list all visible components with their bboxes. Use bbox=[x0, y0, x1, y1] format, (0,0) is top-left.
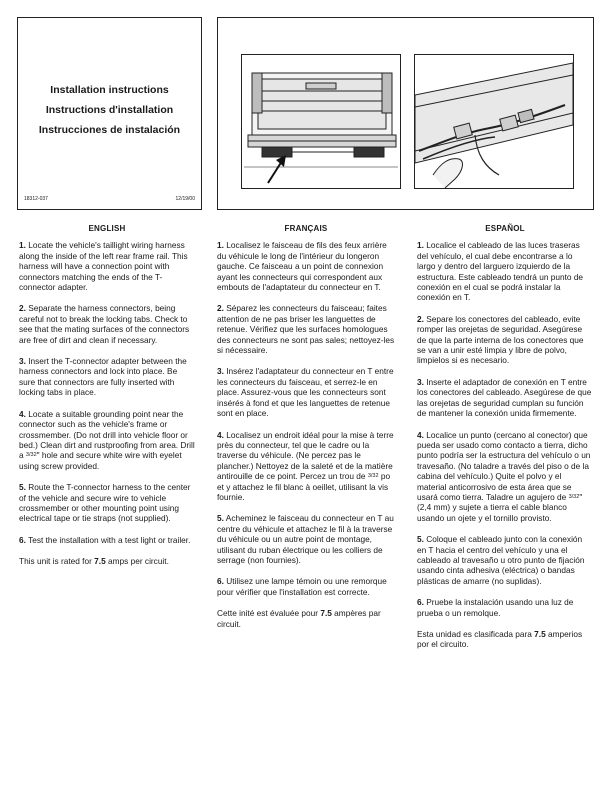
drill-size-fraction: 3/32 bbox=[568, 493, 580, 500]
title-box bbox=[17, 17, 202, 210]
title-french: Instructions d'installation bbox=[45, 104, 174, 116]
title-group bbox=[18, 80, 201, 140]
step-1: 1. Locate the vehicle's taillight wiring harness along the inside of the left rear frame rail. This harness will have a connection point with connectors matching the ends of the T-connector adapter. bbox=[19, 240, 188, 293]
step-4: 4. Locate a suitable grounding point near the connector such as the vehicle's frame or crossmember. (Do not drill into vehicle floor or bed.) Clean dirt and rustproofing from area. Drill a $^{3/32}$" hole and secure white wire with eyelet using screw provided. bbox=[19, 408, 195, 471]
connector-closeup-illustration bbox=[414, 54, 574, 189]
step-5: 5. Route the T-connector harness to the center of the vehicle and secure wire to vehicle crossmember or other mounting point using electrical tape or tie straps (not supplied). bbox=[19, 482, 191, 524]
step-4: 4. Localisez un endroit idéal pour la mise à terre près du connecteur, tel que le cadre ou la traverse du véhicule. (Ne percez pas le plancher.) Nettoyez de la saleté et de la matière antirouille de ce point. Percez un trou de $^{3/32}$ po et y attachez le fil blanc à oeillet, utilisant la vis fournie. bbox=[217, 429, 394, 502]
step-6: 6. Pruebe la instalación usando una luz de prueba o un remolque. bbox=[417, 597, 574, 618]
column-heading-french: FRANÇAIS bbox=[284, 224, 328, 233]
step-3: 3. Insérez l'adaptateur du connecteur en T entre les connecteurs du faisceau, et serrez-le en place. Assurez-vous que les connecteurs sont insérés à fond et que les languettes de retenue sont en place. bbox=[217, 366, 394, 419]
column-heading-spanish: ESPAÑOL bbox=[485, 224, 525, 233]
step-5: 5. Coloque el cableado junto con la conexión en T hacia el centro del vehículo y una el cableado al travesaño u otro punto de fijación usando cinta adhesiva (eléctrica) o bandas plásticas de amarre (no suplidas). bbox=[417, 534, 585, 586]
rating-note: Esta unidad es clasificada para 7.5 amperios por el circuito. bbox=[417, 629, 583, 650]
step-2: 2. Separate the harness connectors, being careful not to break the locking tabs. Check to see that the mating surfaces of the connectors are free of dirt and clean if necessary. bbox=[19, 303, 190, 345]
spanish-column bbox=[417, 224, 593, 661]
document-date: 12/19/00 bbox=[175, 196, 195, 202]
step-5: 5. Acheminez le faisceau du connecteur en T au centre du véhicule et attachez le fil à la traverse du véhicule ou un autre point de montage, utilisant du ruban électrique ou les colliers de serrage (non fournies). bbox=[217, 513, 394, 565]
connector-drawing bbox=[415, 55, 573, 188]
column-heading-english: ENGLISH bbox=[88, 224, 126, 233]
rating-note: This unit is rated for 7.5 amps per circuit. bbox=[19, 556, 169, 567]
french-column bbox=[217, 224, 395, 640]
illustration-box bbox=[217, 17, 594, 210]
step-6: 6. Test the installation with a test light or trailer. bbox=[19, 534, 191, 545]
truck-rear-drawing bbox=[242, 55, 400, 188]
step-1: 1. Localice el cableado de las luces traseras del vehículo, el cual debe encontrarse a lo largo y dentro del larguero izquierdo de la estructura. Este cableado tendrá un punto de conexión en el cual se podrá instalar la conexión en T. bbox=[417, 240, 584, 303]
rear-vehicle-illustration bbox=[241, 54, 401, 189]
rating-note: Cette inité est évaluée pour 7.5 ampères par circuit. bbox=[217, 608, 381, 629]
step-6: 6. Utilisez une lampe témoin ou une remorque pour vérifier que l'installation est correcte. bbox=[217, 576, 387, 597]
step-3: 3. Insert the T-connector adapter between the harness connectors and lock into place. Be sure that connectors are fully inserted with locking tabs in place. bbox=[19, 356, 187, 398]
step-2: 2. Séparez les connecteurs du faisceau; faites attention de ne pas briser les languettes de retenue. Vérifiez que les surfaces homologues des connecteurs ne sont pas sales; nettoyez-les si nécessaire. bbox=[217, 303, 395, 356]
drill-size-fraction: 3/32 bbox=[25, 452, 37, 459]
step-2: 2. Separe los conectores del cableado, evite romper las orejetas de seguridad. Asegúrese de que la parte interna de los conectores que se van a unir esté limpia y libre de polvo, limpielos si es necesario. bbox=[417, 313, 584, 366]
step-3: 3. Inserte el adaptador de conexión en T entre los conectores del cableado. Asegúrese de que las orejetas de seguridad cumplan su función de mantener la conexión unida firmemente. bbox=[417, 376, 592, 419]
step-4: 4. Localice un punto (cercano al conector) que pueda ser usado como contacto a tierra, dicho punto podría ser la estructura del vehículo o un travesaño. (No taladre a través del piso o de la cabina del vehículo.) Quite el polvo y el material anticorrosivo de esta área que se usará como tierra. Taladre un agujero de $^{3/32}$" (2,4 mm) y sujete a tierra el cable blanco usando un ojete y el tornillo provisto. bbox=[417, 429, 591, 523]
english-column bbox=[19, 224, 195, 578]
drill-size-fraction: 3/32 bbox=[367, 473, 379, 480]
part-number: 18312-037 bbox=[24, 196, 48, 202]
step-1: 1. Localisez le faisceau de fils des feux arrière du véhicule le long de l'intérieur du longeron gauche. Ce faisceau a un point de connexion ayant les connecteurs qui correspondent aux embouts de l'adaptateur du connecteur en T. bbox=[217, 240, 387, 293]
title-english: Installation instructions bbox=[50, 84, 169, 96]
title-spanish: Instrucciones de instalación bbox=[38, 124, 181, 136]
